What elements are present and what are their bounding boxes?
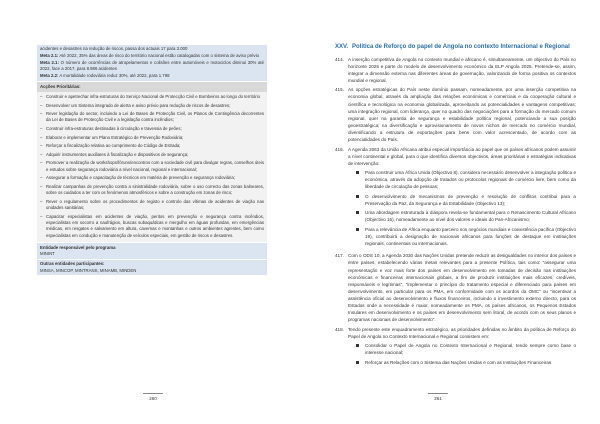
meta-text: acidentes e desastres na redução de riscos, passa dos actuais 17 para 3.000	[40, 45, 188, 51]
actions-header: Acções Prioritárias:	[37, 82, 267, 92]
dash-icon: –	[40, 126, 43, 132]
list-item	[40, 135, 264, 141]
paragraph-417	[335, 252, 576, 323]
list-item	[356, 226, 576, 247]
paragraph-number: 417.	[335, 253, 344, 259]
action-text: Assegurar a formação e capacitação de técnicos em matéria de prevenção e segurança rodoviária;	[46, 175, 235, 181]
metas-section	[37, 45, 267, 81]
action-text: Adquirir instrumentos auxiliares à fiscalização e dispositivos de segurança;	[46, 151, 189, 157]
paragraph-number: 416.	[335, 146, 344, 152]
paragraph-text: As opções estratégicas do País neste domínio passam, nomeadamente, por uma inserção competitiva na economia global, através da ampliação das relações económicas e comerciais e da cooperação cultural e científica e tecnológica na economia globalizada, aproveitando as potencialidades e vantagens competitivas; uma integração regional, com liderança, quer no quadro das negociações para a formação do mercado comum regional, quer na garantia de segurança e estabilidade política regional, potenciando a sua posição geoestratégica; na diversificação e aprovisionamento de novos nichos de mercado no comércio mundial, diversificando a estrutura de exportações para bens com valor acrescentado, de acordo com as potencialidades do País.	[348, 87, 576, 143]
list-item	[40, 111, 264, 124]
actions-list	[37, 92, 267, 242]
dash-icon: –	[40, 198, 43, 204]
square-bullet-icon	[356, 228, 359, 231]
paragraph-416	[335, 146, 576, 250]
dash-icon: –	[40, 134, 43, 140]
list-item	[356, 193, 576, 207]
meta-text: Até 2022, 35% das áreas de risco do território nacional estão catalogadas com o sistema de aviso prévio	[59, 52, 260, 58]
action-text: Construir e apetrechar infra-estruturas do Serviço Nacional de Protecção Civil e Bombeiros ao longo do território	[46, 93, 260, 99]
dash-icon: –	[40, 160, 43, 166]
square-bullet-icon	[356, 171, 359, 174]
meta-label: Meta 2.2:	[40, 73, 59, 79]
paragraph-415	[335, 86, 576, 143]
meta-label: Meta 2.1:	[40, 52, 59, 58]
meta-text: A mortalidade rodoviária reduz 30%, até 2022, para 1.798	[59, 73, 170, 79]
program-table	[37, 45, 267, 275]
square-bullet-icon	[356, 361, 359, 364]
dash-icon: –	[40, 213, 43, 219]
action-text: Realizar campanhas de prevenção contra a sinistralidade rodoviária, sobre o uso correcto das zonas balneares, sobre os cuidados a ter com os fenómenos atmosféricos e sobre a construção em zonas de risco;	[46, 183, 264, 196]
list-item	[40, 184, 264, 197]
paragraph-text: Tendo presente este enquadramento estratégico, as prioridades definidas no âmbito da política de Reforço do Papel de Angola no Contexto Internacional e Regional consistem em:	[348, 326, 576, 339]
page-number: 261	[423, 393, 453, 401]
responsible-label: Entidade responsável pelo programa	[40, 244, 116, 250]
square-bullet-icon	[356, 344, 359, 347]
action-text: Desenvolver um Sistema integrado de alerta e aviso prévio para redução de riscos de desastres;	[46, 102, 231, 108]
list-item	[356, 169, 576, 190]
list-item	[356, 342, 576, 356]
section-title-text: Política de Reforço do papel de Angola no contexto Internacional e Regional	[352, 44, 570, 50]
list-item	[40, 199, 264, 212]
paragraph-number: 414.	[335, 56, 344, 62]
action-text: Rever o regulamento sobre os procedimentos de registo e controlo das vítimas de acidentes de viação nas unidades sanitárias;	[46, 198, 264, 211]
paragraph-text: Com o ODS 10, a Agenda 2030 das Nações Unidas pretende reduzir as desigualdades no interior dos países e entre países, estabelecendo várias metas relevantes para a presente Política, tais como: "assegurar uma representação e voz mais forte dos países em desenvolvimento em tomadas de decisão nas instituições económicas e financeiras internacionais globais, a fim de produzir instituições mais eficazes, credíveis, responsáveis e legítimas", "implementar o princípio do tratamento especial e diferenciado para países em desenvolvimento, em particular para os PMA, em conformidade com os acordos da OMC" ou "incentivar a assistência oficial ao desenvolvimento e fluxos financeiros, incluindo o investimento externo directo, para os Estados onde a necessidade é maior, nomeadamente os PMA, os países africanos, os Pequenos Estados Insulares em desenvolvimento e os países em desenvolvimento sem litoral, de acordo com os seus planos e programas nacionais de desenvolvimento".	[348, 253, 576, 323]
list-item	[40, 214, 264, 239]
meta-row	[40, 46, 264, 52]
bullet-text: Consolidar o Papel de Angola no Contexto Internacional e Regional, tendo sempre como base o interesse nacional;	[365, 342, 576, 356]
dash-icon: –	[40, 143, 43, 149]
dash-icon: –	[40, 102, 43, 108]
paragraph-418	[335, 326, 576, 368]
bullet-text: Uma abordagem estruturada à diáspora revela-se fundamental para o Renascimento Cultural Africano (Objectivo 16), nomeadamente ao nível dos valores e ideais do Pan-Africanismo;	[365, 210, 576, 223]
list-item	[40, 160, 264, 173]
bullet-text: O desenvolvimento de mecanismos de prevenção e resolução de conflitos contribui para a Preservação da Paz, da Segurança e da Estabilidade (Objectivo 13);	[365, 193, 576, 206]
paragraph-number: 415.	[335, 87, 344, 93]
right-page	[300, 0, 600, 424]
paragraph-number: 418.	[335, 326, 344, 332]
action-text: Capacitar especialistas em acidentes de viação, peritos em prevenção e segurança contra incêndios, especialistas em socorro a naufrágios, buscas subaquáticas e mergulho em águas profundas, em emergências médicas, em resgates e salvamento em altura, cavernas e montanhas e outros ambientes agrestes, bem como especialistas em condução e manutenção de veículos especiais, em gestão de riscos e desastres.	[46, 213, 264, 238]
action-text: Elaborar e implementar um Plano Estratégico de Prevenção Rodoviária;	[46, 134, 184, 140]
dash-icon: –	[40, 93, 43, 99]
list-item	[40, 175, 264, 181]
list-item	[40, 126, 264, 132]
list-item	[40, 152, 264, 158]
action-text: Rever legislação do sector, incluindo a Lei de Bases de Protecção Civil, os Planos de Contingência decorrentes da Lei de Bases de Protecção Civil e a legislação contra incêndios;	[46, 111, 264, 123]
other-entities	[37, 260, 267, 276]
list-item	[356, 359, 576, 366]
page-number: 260	[138, 393, 168, 401]
square-bullet-icon	[356, 195, 359, 198]
dash-icon: –	[40, 151, 43, 157]
paragraph-text: A Agenda 2063 da União Africana atribui especial importância ao papel que os países africanos podem assumir a nível continental e global, para o que identifica diversos objectivos, áreas prioritárias e estratégias indicativas de intervenção:	[348, 146, 576, 166]
responsible-value: MININT	[40, 250, 55, 256]
bullet-text: Reforçar as Relações com o Sistema das Nações Unidas e com as Instituições Financeiras	[365, 359, 552, 365]
action-text: Reforçar a fiscalização relativa ao cumprimento do Código de Estrada;	[46, 143, 181, 149]
responsible-entity	[37, 243, 267, 259]
bullet-text: Para construir uma África Unida (Objectivo 8), considera necessário desenvolver a integração política e económica, através da adopção de tratados ou protocolos regionais de comércio livre, bem como da liberdade de circulação de pessoas;	[365, 169, 576, 190]
list-item	[40, 94, 264, 100]
others-value: MINSA, MINCOP, MINTRANS, MINAMB, MINDEN	[40, 267, 137, 273]
dash-icon: –	[40, 183, 43, 189]
list-item	[40, 103, 264, 109]
meta-row	[40, 60, 264, 73]
bullet-text: Para a relevância de África enquanto parceiro nos negócios mundiais e coexistência pacífica (Objectivo 19), contribuirá a designação de nacionais africanos para funções de destaque em instituições regionais, continentais ou internacionais.	[365, 227, 576, 247]
section-number: XXV.	[335, 44, 349, 50]
square-bullet-icon	[356, 211, 359, 214]
list-item	[356, 209, 576, 223]
section-title	[335, 44, 576, 52]
dash-icon: –	[40, 111, 43, 117]
paragraph-text: A inserção competitiva de Angola no contexto mundial e africano é, simultaneamente, um objectivo do País no horizonte 2025 e parte do modelo de desenvolvimento económico da ELP Angola 2025. Pretende-se, assim, integrar a dimensão externa nas diferentes áreas de governação, valorizando de forma positiva os contextos mundial e regional.	[348, 56, 576, 83]
meta-row	[40, 53, 264, 59]
meta-text: O número de ocorrências de atropelamentos e colisões entre automóveis e motociclos diminui 30% até 2022, face a 2017, para 8.986 acidentes	[40, 59, 264, 71]
list-item	[40, 143, 264, 149]
paragraph-414	[335, 56, 576, 84]
action-text: Promover a realização de workshops/fóruns/encontros com a sociedade civil para divulgar regras, conselhos úteis e estudos sobre segurança rodoviária a nível nacional, regional e internacional;	[46, 160, 264, 172]
meta-row	[40, 73, 264, 79]
meta-label: Meta 2.1:	[40, 59, 59, 65]
action-text: Construir infra-estruturas destinadas à circulação e travessia de peões;	[46, 126, 182, 132]
dash-icon: –	[40, 175, 43, 181]
others-label: Outras entidades participantes:	[40, 261, 105, 267]
section-body	[335, 44, 576, 371]
